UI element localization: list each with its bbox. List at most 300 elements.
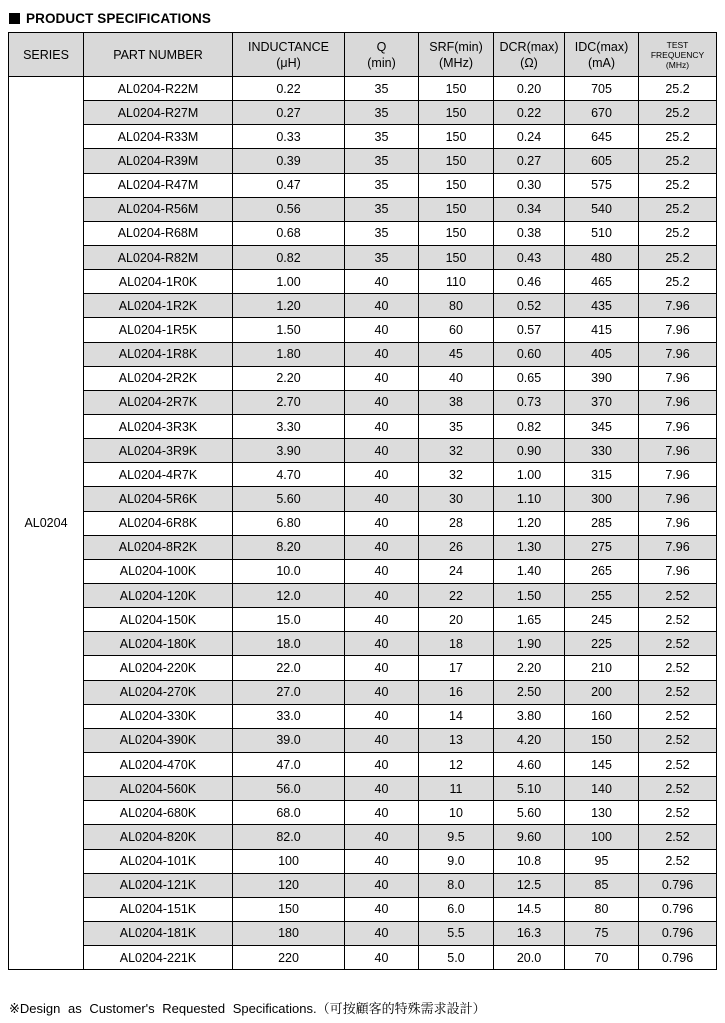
srf-cell: 9.5 bbox=[419, 825, 494, 849]
srf-cell: 80 bbox=[419, 294, 494, 318]
dcr-cell: 9.60 bbox=[494, 825, 565, 849]
table-row bbox=[9, 921, 717, 945]
part-number-cell: AL0204-8R2K bbox=[84, 535, 233, 559]
part-number-cell: AL0204-120K bbox=[84, 583, 233, 607]
inductance-cell: 5.60 bbox=[233, 487, 345, 511]
srf-cell: 40 bbox=[419, 366, 494, 390]
dcr-cell: 1.10 bbox=[494, 487, 565, 511]
inductance-cell: 6.80 bbox=[233, 511, 345, 535]
q-cell: 35 bbox=[345, 197, 419, 221]
dcr-cell: 0.30 bbox=[494, 173, 565, 197]
test-frequency-cell: 7.96 bbox=[639, 294, 717, 318]
test-frequency-cell: 2.52 bbox=[639, 728, 717, 752]
part-number-cell: AL0204-470K bbox=[84, 752, 233, 776]
inductance-cell: 220 bbox=[233, 946, 345, 970]
test-frequency-cell: 7.96 bbox=[639, 487, 717, 511]
section-title-text: PRODUCT SPECIFICATIONS bbox=[26, 10, 211, 26]
idc-cell: 80 bbox=[565, 897, 639, 921]
q-cell: 40 bbox=[345, 873, 419, 897]
q-cell: 40 bbox=[345, 656, 419, 680]
dcr-cell: 3.80 bbox=[494, 704, 565, 728]
dcr-cell: 10.8 bbox=[494, 849, 565, 873]
q-cell: 40 bbox=[345, 608, 419, 632]
q-cell: 40 bbox=[345, 921, 419, 945]
table-row bbox=[9, 318, 717, 342]
srf-cell: 24 bbox=[419, 559, 494, 583]
part-number-cell: AL0204-390K bbox=[84, 728, 233, 752]
dcr-cell: 0.20 bbox=[494, 77, 565, 101]
test-frequency-cell: 25.2 bbox=[639, 270, 717, 294]
table-row bbox=[9, 777, 717, 801]
dcr-cell: 0.65 bbox=[494, 366, 565, 390]
srf-cell: 150 bbox=[419, 221, 494, 245]
test-frequency-cell: 7.96 bbox=[639, 511, 717, 535]
table-row bbox=[9, 125, 717, 149]
idc-cell: 415 bbox=[565, 318, 639, 342]
q-cell: 35 bbox=[345, 77, 419, 101]
q-cell: 40 bbox=[345, 632, 419, 656]
test-frequency-cell: 7.96 bbox=[639, 342, 717, 366]
test-frequency-cell: 2.52 bbox=[639, 801, 717, 825]
test-frequency-cell: 2.52 bbox=[639, 704, 717, 728]
srf-cell: 35 bbox=[419, 414, 494, 438]
table-row bbox=[9, 704, 717, 728]
idc-cell: 225 bbox=[565, 632, 639, 656]
part-number-cell: AL0204-3R3K bbox=[84, 414, 233, 438]
table-row bbox=[9, 535, 717, 559]
table-row bbox=[9, 149, 717, 173]
q-cell: 40 bbox=[345, 294, 419, 318]
test-frequency-cell: 0.796 bbox=[639, 873, 717, 897]
srf-cell: 18 bbox=[419, 632, 494, 656]
inductance-cell: 82.0 bbox=[233, 825, 345, 849]
idc-cell: 200 bbox=[565, 680, 639, 704]
part-number-cell: AL0204-R56M bbox=[84, 197, 233, 221]
inductance-cell: 10.0 bbox=[233, 559, 345, 583]
part-number-cell: AL0204-R82M bbox=[84, 245, 233, 269]
test-frequency-cell: 25.2 bbox=[639, 125, 717, 149]
test-frequency-cell: 2.52 bbox=[639, 608, 717, 632]
black-square-icon bbox=[9, 13, 20, 24]
test-frequency-cell: 2.52 bbox=[639, 849, 717, 873]
header-series: SERIES bbox=[9, 33, 84, 77]
dcr-cell: 14.5 bbox=[494, 897, 565, 921]
table-row bbox=[9, 897, 717, 921]
footnote: ※Design as Customer's Requested Specifications.（可按顧客的特殊需求設計） bbox=[9, 1001, 486, 1016]
part-number-cell: AL0204-1R5K bbox=[84, 318, 233, 342]
part-number-cell: AL0204-560K bbox=[84, 777, 233, 801]
inductance-cell: 100 bbox=[233, 849, 345, 873]
idc-cell: 540 bbox=[565, 197, 639, 221]
inductance-cell: 8.20 bbox=[233, 535, 345, 559]
idc-cell: 370 bbox=[565, 390, 639, 414]
srf-cell: 6.0 bbox=[419, 897, 494, 921]
dcr-cell: 4.20 bbox=[494, 728, 565, 752]
dcr-cell: 16.3 bbox=[494, 921, 565, 945]
inductance-cell: 68.0 bbox=[233, 801, 345, 825]
q-cell: 40 bbox=[345, 414, 419, 438]
inductance-cell: 1.80 bbox=[233, 342, 345, 366]
idc-cell: 145 bbox=[565, 752, 639, 776]
part-number-cell: AL0204-820K bbox=[84, 825, 233, 849]
idc-cell: 575 bbox=[565, 173, 639, 197]
q-cell: 40 bbox=[345, 801, 419, 825]
test-frequency-cell: 7.96 bbox=[639, 366, 717, 390]
q-cell: 40 bbox=[345, 583, 419, 607]
dcr-cell: 20.0 bbox=[494, 946, 565, 970]
q-cell: 40 bbox=[345, 463, 419, 487]
table-row bbox=[9, 77, 717, 101]
part-number-cell: AL0204-181K bbox=[84, 921, 233, 945]
inductance-cell: 0.68 bbox=[233, 221, 345, 245]
inductance-cell: 47.0 bbox=[233, 752, 345, 776]
part-number-cell: AL0204-680K bbox=[84, 801, 233, 825]
srf-cell: 32 bbox=[419, 439, 494, 463]
srf-cell: 150 bbox=[419, 197, 494, 221]
table-row bbox=[9, 414, 717, 438]
series-cell: AL0204 bbox=[9, 77, 84, 970]
idc-cell: 265 bbox=[565, 559, 639, 583]
table-row bbox=[9, 390, 717, 414]
srf-cell: 150 bbox=[419, 245, 494, 269]
dcr-cell: 0.82 bbox=[494, 414, 565, 438]
srf-cell: 28 bbox=[419, 511, 494, 535]
part-number-cell: AL0204-1R2K bbox=[84, 294, 233, 318]
idc-cell: 510 bbox=[565, 221, 639, 245]
test-frequency-cell: 25.2 bbox=[639, 173, 717, 197]
srf-cell: 150 bbox=[419, 77, 494, 101]
table-row bbox=[9, 487, 717, 511]
inductance-cell: 120 bbox=[233, 873, 345, 897]
srf-cell: 11 bbox=[419, 777, 494, 801]
idc-cell: 670 bbox=[565, 101, 639, 125]
dcr-cell: 1.40 bbox=[494, 559, 565, 583]
srf-cell: 22 bbox=[419, 583, 494, 607]
test-frequency-cell: 2.52 bbox=[639, 825, 717, 849]
inductance-cell: 12.0 bbox=[233, 583, 345, 607]
idc-cell: 100 bbox=[565, 825, 639, 849]
inductance-cell: 0.22 bbox=[233, 77, 345, 101]
dcr-cell: 0.73 bbox=[494, 390, 565, 414]
table-row bbox=[9, 101, 717, 125]
dcr-cell: 0.34 bbox=[494, 197, 565, 221]
dcr-cell: 12.5 bbox=[494, 873, 565, 897]
table-row bbox=[9, 801, 717, 825]
idc-cell: 160 bbox=[565, 704, 639, 728]
q-cell: 40 bbox=[345, 849, 419, 873]
q-cell: 40 bbox=[345, 439, 419, 463]
header-part-number: PART NUMBER bbox=[84, 33, 233, 77]
header-dcr: DCR(max) (Ω) bbox=[494, 33, 565, 77]
srf-cell: 10 bbox=[419, 801, 494, 825]
table-row bbox=[9, 559, 717, 583]
idc-cell: 315 bbox=[565, 463, 639, 487]
dcr-cell: 0.22 bbox=[494, 101, 565, 125]
inductance-cell: 180 bbox=[233, 921, 345, 945]
section-title bbox=[9, 9, 211, 27]
part-number-cell: AL0204-100K bbox=[84, 559, 233, 583]
inductance-cell: 18.0 bbox=[233, 632, 345, 656]
test-frequency-cell: 0.796 bbox=[639, 946, 717, 970]
srf-cell: 26 bbox=[419, 535, 494, 559]
dcr-cell: 0.52 bbox=[494, 294, 565, 318]
test-frequency-cell: 7.96 bbox=[639, 390, 717, 414]
q-cell: 35 bbox=[345, 245, 419, 269]
q-cell: 40 bbox=[345, 728, 419, 752]
test-frequency-cell: 25.2 bbox=[639, 245, 717, 269]
srf-cell: 13 bbox=[419, 728, 494, 752]
srf-cell: 14 bbox=[419, 704, 494, 728]
part-number-cell: AL0204-R39M bbox=[84, 149, 233, 173]
q-cell: 35 bbox=[345, 149, 419, 173]
inductance-cell: 27.0 bbox=[233, 680, 345, 704]
srf-cell: 150 bbox=[419, 149, 494, 173]
idc-cell: 130 bbox=[565, 801, 639, 825]
srf-cell: 12 bbox=[419, 752, 494, 776]
srf-cell: 45 bbox=[419, 342, 494, 366]
inductance-cell: 0.47 bbox=[233, 173, 345, 197]
dcr-cell: 0.43 bbox=[494, 245, 565, 269]
srf-cell: 150 bbox=[419, 101, 494, 125]
dcr-cell: 2.20 bbox=[494, 656, 565, 680]
table-row bbox=[9, 680, 717, 704]
idc-cell: 255 bbox=[565, 583, 639, 607]
dcr-cell: 1.65 bbox=[494, 608, 565, 632]
table-row bbox=[9, 849, 717, 873]
inductance-cell: 0.27 bbox=[233, 101, 345, 125]
table-row bbox=[9, 439, 717, 463]
inductance-cell: 4.70 bbox=[233, 463, 345, 487]
part-number-cell: AL0204-R33M bbox=[84, 125, 233, 149]
idc-cell: 95 bbox=[565, 849, 639, 873]
dcr-cell: 1.50 bbox=[494, 583, 565, 607]
table-row bbox=[9, 752, 717, 776]
dcr-cell: 1.90 bbox=[494, 632, 565, 656]
inductance-cell: 3.30 bbox=[233, 414, 345, 438]
idc-cell: 645 bbox=[565, 125, 639, 149]
header-idc: IDC(max) (mA) bbox=[565, 33, 639, 77]
test-frequency-cell: 7.96 bbox=[639, 535, 717, 559]
part-number-cell: AL0204-220K bbox=[84, 656, 233, 680]
test-frequency-cell: 25.2 bbox=[639, 149, 717, 173]
inductance-cell: 2.70 bbox=[233, 390, 345, 414]
part-number-cell: AL0204-1R0K bbox=[84, 270, 233, 294]
inductance-cell: 2.20 bbox=[233, 366, 345, 390]
idc-cell: 605 bbox=[565, 149, 639, 173]
part-number-cell: AL0204-270K bbox=[84, 680, 233, 704]
table-row bbox=[9, 173, 717, 197]
dcr-cell: 0.27 bbox=[494, 149, 565, 173]
test-frequency-cell: 2.52 bbox=[639, 656, 717, 680]
q-cell: 40 bbox=[345, 390, 419, 414]
idc-cell: 70 bbox=[565, 946, 639, 970]
inductance-cell: 150 bbox=[233, 897, 345, 921]
part-number-cell: AL0204-6R8K bbox=[84, 511, 233, 535]
idc-cell: 210 bbox=[565, 656, 639, 680]
q-cell: 35 bbox=[345, 173, 419, 197]
q-cell: 40 bbox=[345, 366, 419, 390]
dcr-cell: 1.30 bbox=[494, 535, 565, 559]
idc-cell: 245 bbox=[565, 608, 639, 632]
inductance-cell: 0.39 bbox=[233, 149, 345, 173]
table-row bbox=[9, 511, 717, 535]
test-frequency-cell: 7.96 bbox=[639, 414, 717, 438]
test-frequency-cell: 2.52 bbox=[639, 777, 717, 801]
table-row bbox=[9, 873, 717, 897]
srf-cell: 5.0 bbox=[419, 946, 494, 970]
part-number-cell: AL0204-151K bbox=[84, 897, 233, 921]
inductance-cell: 0.33 bbox=[233, 125, 345, 149]
idc-cell: 75 bbox=[565, 921, 639, 945]
dcr-cell: 5.60 bbox=[494, 801, 565, 825]
dcr-cell: 0.90 bbox=[494, 439, 565, 463]
q-cell: 40 bbox=[345, 704, 419, 728]
part-number-cell: AL0204-4R7K bbox=[84, 463, 233, 487]
test-frequency-cell: 2.52 bbox=[639, 632, 717, 656]
q-cell: 40 bbox=[345, 559, 419, 583]
header-row bbox=[9, 33, 717, 77]
dcr-cell: 0.24 bbox=[494, 125, 565, 149]
product-specifications-table bbox=[8, 32, 717, 970]
q-cell: 40 bbox=[345, 487, 419, 511]
test-frequency-cell: 2.52 bbox=[639, 680, 717, 704]
srf-cell: 150 bbox=[419, 125, 494, 149]
srf-cell: 9.0 bbox=[419, 849, 494, 873]
q-cell: 35 bbox=[345, 125, 419, 149]
test-frequency-cell: 7.96 bbox=[639, 559, 717, 583]
srf-cell: 38 bbox=[419, 390, 494, 414]
dcr-cell: 5.10 bbox=[494, 777, 565, 801]
idc-cell: 330 bbox=[565, 439, 639, 463]
test-frequency-cell: 2.52 bbox=[639, 583, 717, 607]
part-number-cell: AL0204-3R9K bbox=[84, 439, 233, 463]
part-number-cell: AL0204-150K bbox=[84, 608, 233, 632]
idc-cell: 150 bbox=[565, 728, 639, 752]
header-srf: SRF(min) (MHz) bbox=[419, 33, 494, 77]
test-frequency-cell: 0.796 bbox=[639, 897, 717, 921]
srf-cell: 20 bbox=[419, 608, 494, 632]
test-frequency-cell: 2.52 bbox=[639, 752, 717, 776]
part-number-cell: AL0204-221K bbox=[84, 946, 233, 970]
table-row bbox=[9, 245, 717, 269]
test-frequency-cell: 25.2 bbox=[639, 197, 717, 221]
table-row bbox=[9, 632, 717, 656]
q-cell: 40 bbox=[345, 511, 419, 535]
inductance-cell: 1.00 bbox=[233, 270, 345, 294]
q-cell: 40 bbox=[345, 318, 419, 342]
inductance-cell: 0.82 bbox=[233, 245, 345, 269]
srf-cell: 110 bbox=[419, 270, 494, 294]
dcr-cell: 1.00 bbox=[494, 463, 565, 487]
dcr-cell: 0.57 bbox=[494, 318, 565, 342]
part-number-cell: AL0204-R27M bbox=[84, 101, 233, 125]
test-frequency-cell: 7.96 bbox=[639, 318, 717, 342]
table-row bbox=[9, 270, 717, 294]
dcr-cell: 1.20 bbox=[494, 511, 565, 535]
test-frequency-cell: 7.96 bbox=[639, 439, 717, 463]
part-number-cell: AL0204-330K bbox=[84, 704, 233, 728]
table-row bbox=[9, 656, 717, 680]
inductance-cell: 0.56 bbox=[233, 197, 345, 221]
part-number-cell: AL0204-180K bbox=[84, 632, 233, 656]
part-number-cell: AL0204-1R8K bbox=[84, 342, 233, 366]
q-cell: 40 bbox=[345, 342, 419, 366]
inductance-cell: 1.20 bbox=[233, 294, 345, 318]
idc-cell: 285 bbox=[565, 511, 639, 535]
table-row bbox=[9, 825, 717, 849]
table-row bbox=[9, 342, 717, 366]
test-frequency-cell: 25.2 bbox=[639, 101, 717, 125]
srf-cell: 17 bbox=[419, 656, 494, 680]
idc-cell: 85 bbox=[565, 873, 639, 897]
q-cell: 40 bbox=[345, 946, 419, 970]
idc-cell: 390 bbox=[565, 366, 639, 390]
dcr-cell: 2.50 bbox=[494, 680, 565, 704]
q-cell: 40 bbox=[345, 270, 419, 294]
srf-cell: 16 bbox=[419, 680, 494, 704]
inductance-cell: 56.0 bbox=[233, 777, 345, 801]
part-number-cell: AL0204-5R6K bbox=[84, 487, 233, 511]
table-row bbox=[9, 366, 717, 390]
test-frequency-cell: 0.796 bbox=[639, 921, 717, 945]
srf-cell: 30 bbox=[419, 487, 494, 511]
part-number-cell: AL0204-2R7K bbox=[84, 390, 233, 414]
q-cell: 35 bbox=[345, 101, 419, 125]
inductance-cell: 33.0 bbox=[233, 704, 345, 728]
header-q: Q (min) bbox=[345, 33, 419, 77]
idc-cell: 345 bbox=[565, 414, 639, 438]
part-number-cell: AL0204-R68M bbox=[84, 221, 233, 245]
inductance-cell: 39.0 bbox=[233, 728, 345, 752]
srf-cell: 5.5 bbox=[419, 921, 494, 945]
table-row bbox=[9, 463, 717, 487]
dcr-cell: 4.60 bbox=[494, 752, 565, 776]
idc-cell: 140 bbox=[565, 777, 639, 801]
inductance-cell: 1.50 bbox=[233, 318, 345, 342]
srf-cell: 32 bbox=[419, 463, 494, 487]
q-cell: 40 bbox=[345, 535, 419, 559]
header-test-frequency: TEST FREQUENCY (MHz) bbox=[639, 33, 717, 77]
table-row bbox=[9, 728, 717, 752]
idc-cell: 480 bbox=[565, 245, 639, 269]
table-row bbox=[9, 583, 717, 607]
srf-cell: 60 bbox=[419, 318, 494, 342]
srf-cell: 8.0 bbox=[419, 873, 494, 897]
idc-cell: 275 bbox=[565, 535, 639, 559]
q-cell: 40 bbox=[345, 680, 419, 704]
test-frequency-cell: 25.2 bbox=[639, 221, 717, 245]
inductance-cell: 15.0 bbox=[233, 608, 345, 632]
test-frequency-cell: 7.96 bbox=[639, 463, 717, 487]
dcr-cell: 0.46 bbox=[494, 270, 565, 294]
part-number-cell: AL0204-121K bbox=[84, 873, 233, 897]
part-number-cell: AL0204-R22M bbox=[84, 77, 233, 101]
table-body bbox=[9, 77, 717, 970]
q-cell: 35 bbox=[345, 221, 419, 245]
part-number-cell: AL0204-101K bbox=[84, 849, 233, 873]
idc-cell: 405 bbox=[565, 342, 639, 366]
idc-cell: 465 bbox=[565, 270, 639, 294]
idc-cell: 435 bbox=[565, 294, 639, 318]
q-cell: 40 bbox=[345, 777, 419, 801]
q-cell: 40 bbox=[345, 752, 419, 776]
inductance-cell: 3.90 bbox=[233, 439, 345, 463]
idc-cell: 705 bbox=[565, 77, 639, 101]
dcr-cell: 0.38 bbox=[494, 221, 565, 245]
part-number-cell: AL0204-2R2K bbox=[84, 366, 233, 390]
table-row bbox=[9, 946, 717, 970]
table-row bbox=[9, 294, 717, 318]
